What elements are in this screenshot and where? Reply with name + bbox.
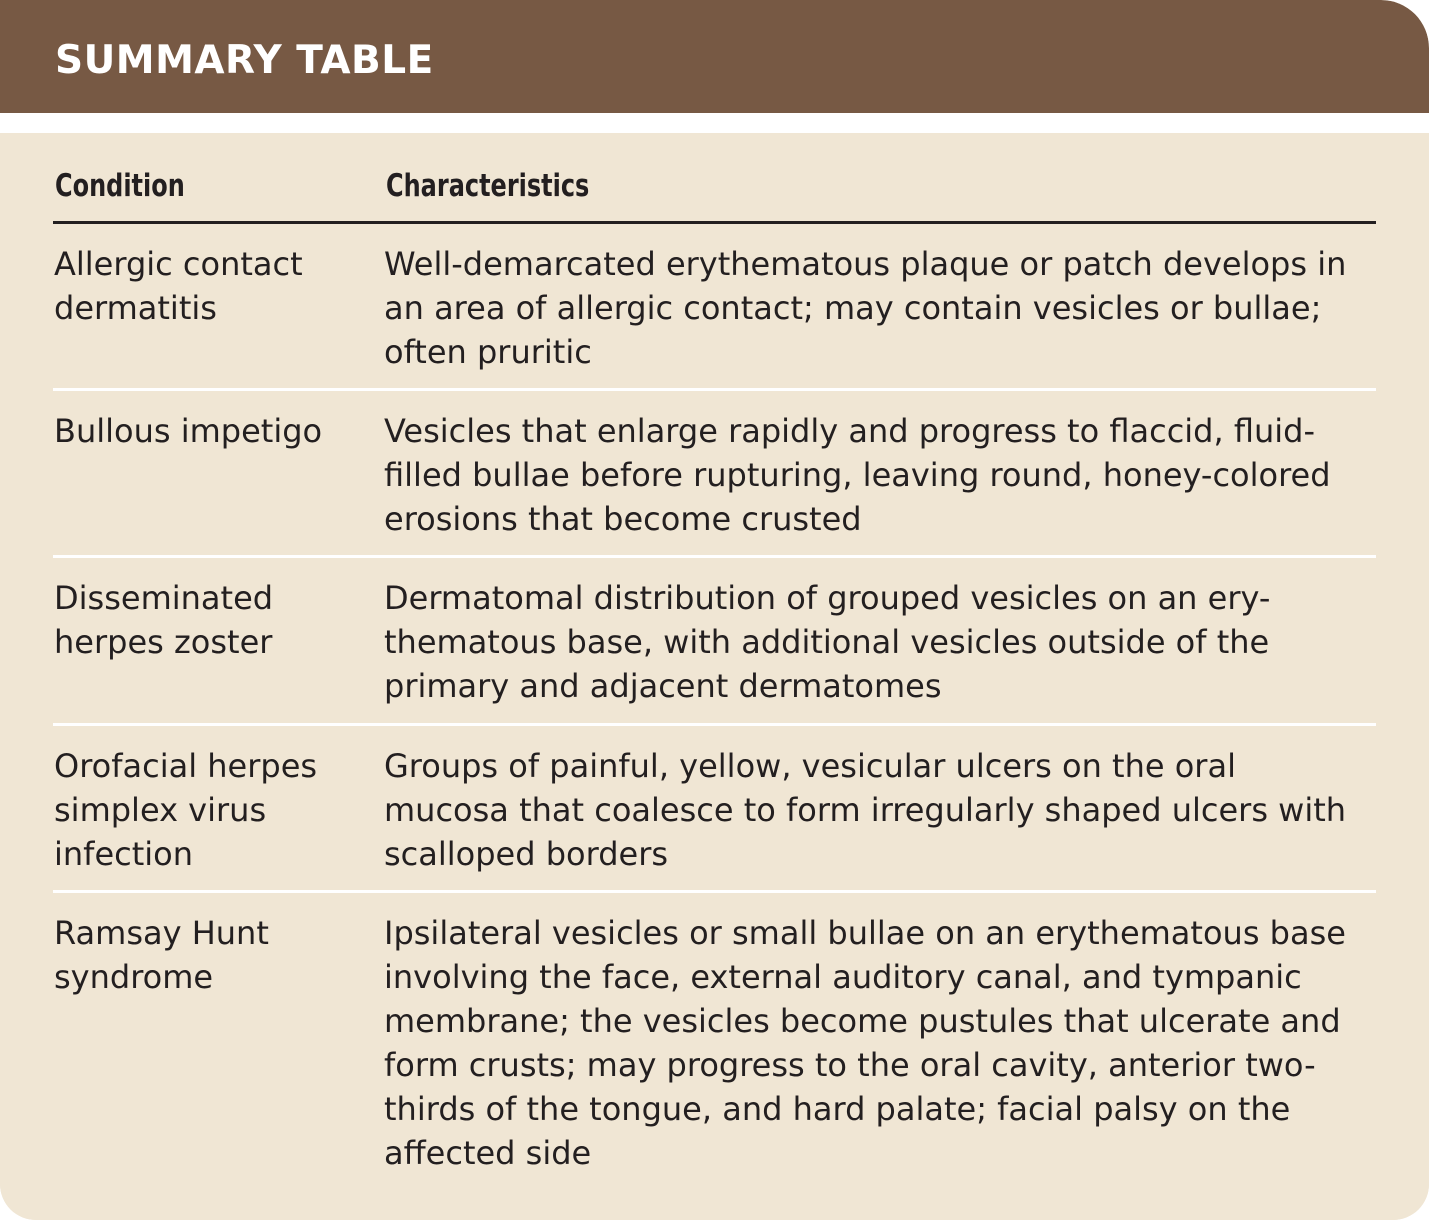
table-header-bar: [0, 0, 1429, 113]
column-header-condition: Condition: [55, 168, 185, 204]
row-divider: [53, 723, 1376, 726]
header-divider: [0, 113, 1429, 133]
condition-cell: Disseminated herpes zoster: [54, 579, 274, 661]
characteristics-cell: Groups of painful, yellow, vesicular ulcers on the oral mucosa that coalesce to form irregularly shaped ulcers with scalloped borders: [384, 747, 1347, 873]
row-divider: [53, 388, 1376, 391]
condition-cell: Allergic contact dermatitis: [54, 245, 303, 327]
characteristics-cell: Ipsilateral vesicles or small bullae on an erythematous base involving the face, external auditory canal, and tympanic membrane; the vesicles become pustules that ulcerate and form crusts; may progress to the oral cavity, anterior two- thirds of the tongue, and hard palate; facial palsy on the affected side: [384, 914, 1346, 1172]
condition-cell: Ramsay Hunt syndrome: [54, 914, 269, 996]
column-header-characteristics: Characteristics: [386, 168, 590, 204]
condition-cell: Bullous impetigo: [54, 412, 323, 450]
characteristics-cell: Vesicles that enlarge rapidly and progress to flaccid, fluid- filled bullae before rupturing, leaving round, honey-colored erosions that become crusted: [384, 412, 1331, 538]
table-title: SUMMARY TABLE: [55, 38, 434, 83]
characteristics-cell: Well-demarcated erythematous plaque or patch develops in an area of allergic contact; may contain vesicles or bullae; often pruritic: [384, 245, 1347, 371]
header-rule: [53, 221, 1376, 224]
row-divider: [53, 890, 1376, 893]
condition-cell: Orofacial herpes simplex virus infection: [54, 747, 318, 873]
row-divider: [53, 555, 1376, 558]
characteristics-cell: Dermatomal distribution of grouped vesicles on an ery- thematous base, with additional vesicles outside of the primary and adjacent dermatomes: [384, 579, 1271, 705]
